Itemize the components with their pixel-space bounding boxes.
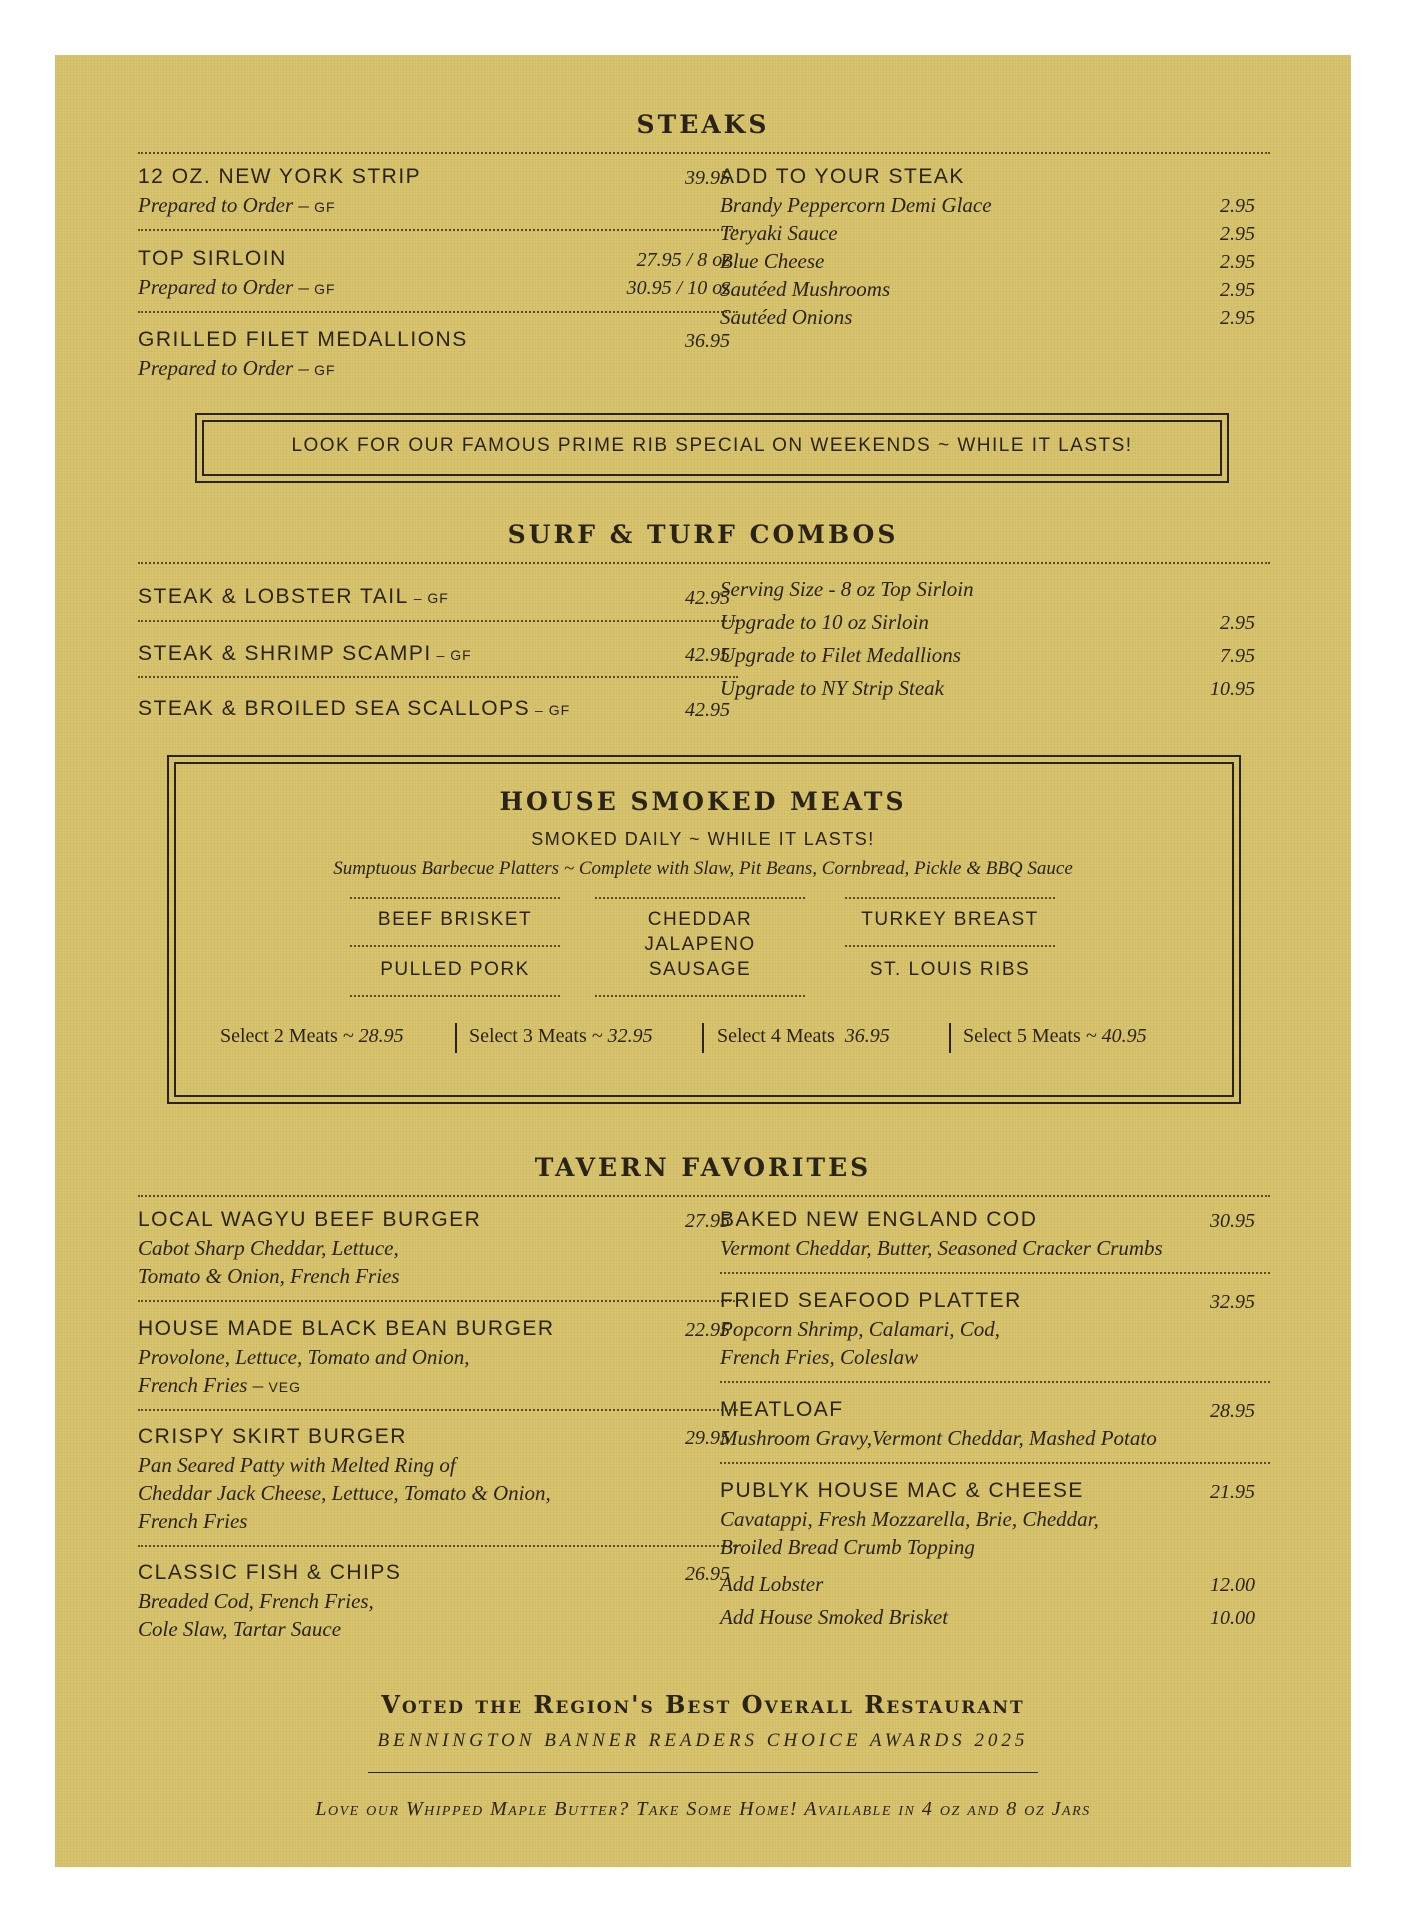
combo-price: 42.95 xyxy=(685,699,730,721)
smoked-subtitle: SMOKED DAILY ~ WHILE IT LASTS! xyxy=(531,829,875,849)
upgrade-name: Upgrade to NY Strip Steak xyxy=(720,676,944,700)
divider xyxy=(138,1300,738,1302)
divider xyxy=(138,1195,1270,1197)
addon-price: 2.95 xyxy=(1220,223,1255,245)
meat-option: TURKEY BREAST xyxy=(861,909,1039,930)
smoked-description: Sumptuous Barbecue Platters ~ Complete with Slaw, Pit Beans, Cornbread, Pickle & BBQ Sauce xyxy=(333,858,1073,879)
divider xyxy=(138,311,738,313)
addon-name: Brandy Peppercorn Demi Glace xyxy=(720,193,992,217)
item-desc: French Fries, Coleslaw xyxy=(720,1345,919,1369)
divider xyxy=(138,229,738,231)
item-price: 28.95 xyxy=(1210,1400,1255,1422)
item-name: 12 OZ. NEW YORK STRIP xyxy=(138,165,422,188)
divider xyxy=(350,945,560,947)
prime-rib-banner xyxy=(195,413,1229,483)
divider xyxy=(845,945,1055,947)
item-desc: Cole Slaw, Tartar Sauce xyxy=(138,1617,342,1641)
item-price: 29.95 xyxy=(685,1427,730,1449)
prime-rib-text: LOOK FOR OUR FAMOUS PRIME RIB SPECIAL ON WEEKENDS ~ WHILE IT LASTS! xyxy=(291,435,1133,456)
addons-title: ADD TO YOUR STEAK xyxy=(720,165,965,188)
item-desc: Provolone, Lettuce, Tomato and Onion, xyxy=(138,1345,470,1369)
separator xyxy=(702,1023,704,1053)
divider xyxy=(720,1462,1270,1464)
upgrade-price: 10.95 xyxy=(1210,678,1255,700)
addon-name: Blue Cheese xyxy=(720,249,825,273)
upgrade-price: 2.95 xyxy=(1220,612,1255,634)
item-price-alt: 30.95 / 10 oz xyxy=(626,277,730,299)
separator xyxy=(949,1023,951,1053)
item-desc: Popcorn Shrimp, Calamari, Cod, xyxy=(720,1317,1001,1341)
section-title-tavern: TAVERN FAVORITES xyxy=(534,1153,872,1182)
addon-price: 2.95 xyxy=(1220,279,1255,301)
item-desc: Broiled Bread Crumb Topping xyxy=(720,1535,975,1559)
divider xyxy=(720,1381,1270,1383)
divider xyxy=(595,897,805,899)
item-desc: Prepared to Order – GF xyxy=(138,356,336,380)
divider xyxy=(138,562,1270,564)
addon-name: Add House Smoked Brisket xyxy=(720,1605,949,1629)
item-name: TOP SIRLOIN xyxy=(138,247,287,270)
combo-name: STEAK & LOBSTER TAIL – GF xyxy=(138,585,449,608)
item-desc: Prepared to Order – GF xyxy=(138,193,336,217)
item-desc: Breaded Cod, French Fries, xyxy=(138,1589,374,1613)
section-title-surf-turf: SURF & TURF COMBOS xyxy=(507,520,899,549)
item-name: FRIED SEAFOOD PLATTER xyxy=(720,1289,1022,1312)
item-desc: Cheddar Jack Cheese, Lettuce, Tomato & Onion, xyxy=(138,1481,551,1505)
item-price: 22.95 xyxy=(685,1319,730,1341)
divider xyxy=(138,1545,738,1547)
divider xyxy=(350,897,560,899)
addon-price: 2.95 xyxy=(1220,307,1255,329)
item-desc: Cabot Sharp Cheddar, Lettuce, xyxy=(138,1236,399,1260)
item-desc: French Fries xyxy=(138,1509,248,1533)
divider xyxy=(595,995,805,997)
meat-option: PULLED PORK xyxy=(380,959,530,980)
select-option: Select 2 Meats ~ 28.95 xyxy=(220,1025,404,1047)
item-name: HOUSE MADE BLACK BEAN BURGER xyxy=(138,1317,555,1340)
item-desc: Tomato & Onion, French Fries xyxy=(138,1264,400,1288)
item-price: 26.95 xyxy=(685,1563,730,1585)
divider xyxy=(138,620,738,622)
addon-price: 12.00 xyxy=(1210,1574,1255,1596)
item-price: 30.95 xyxy=(1210,1210,1255,1232)
upgrade-name: Upgrade to Filet Medallions xyxy=(720,643,961,667)
item-name: CLASSIC FISH & CHIPS xyxy=(138,1561,402,1584)
item-desc: Mushroom Gravy,Vermont Cheddar, Mashed Potato xyxy=(720,1426,1157,1450)
menu-page xyxy=(55,55,1351,1867)
serving-size: Serving Size - 8 oz Top Sirloin xyxy=(720,577,974,601)
addon-name: Add Lobster xyxy=(720,1572,824,1596)
divider xyxy=(138,152,1270,154)
select-option: Select 4 Meats 36.95 xyxy=(717,1025,890,1047)
separator xyxy=(455,1023,457,1053)
select-option: Select 5 Meats ~ 40.95 xyxy=(963,1025,1147,1047)
addon-price: 10.00 xyxy=(1210,1607,1255,1629)
award-headline: Voted the Region's Best Overall Restaurant xyxy=(381,1690,1025,1719)
item-price: 39.95 xyxy=(685,167,730,189)
maple-butter-note: Love our Whipped Maple Butter? Take Some Home! Available in 4 oz and 8 oz Jars xyxy=(315,1798,1091,1820)
addon-name: Teryaki Sauce xyxy=(720,221,838,245)
award-source: BENNINGTON BANNER READERS CHOICE AWARDS 2025 xyxy=(377,1730,1029,1751)
item-price: 27.95 / 8 oz xyxy=(636,249,730,271)
meat-option: BEEF BRISKET xyxy=(377,909,533,930)
item-price: 36.95 xyxy=(685,330,730,352)
item-desc: Prepared to Order – GF xyxy=(138,275,336,299)
item-price: 21.95 xyxy=(1210,1481,1255,1503)
section-title-smoked: HOUSE SMOKED MEATS xyxy=(499,787,907,816)
item-price: 27.95 xyxy=(685,1210,730,1232)
addon-price: 2.95 xyxy=(1220,251,1255,273)
upgrade-price: 7.95 xyxy=(1220,645,1255,667)
divider xyxy=(138,1409,738,1411)
section-title-steaks: STEAKS xyxy=(636,110,770,139)
item-name: PUBLYK HOUSE MAC & CHEESE xyxy=(720,1479,1084,1502)
divider xyxy=(720,1272,1270,1274)
item-name: MEATLOAF xyxy=(720,1398,844,1421)
select-option: Select 3 Meats ~ 32.95 xyxy=(469,1025,653,1047)
item-desc: Cavatappi, Fresh Mozzarella, Brie, Cheddar, xyxy=(720,1507,1099,1531)
item-desc: French Fries – VEG xyxy=(138,1373,302,1397)
meat-option: ST. LOUIS RIBS xyxy=(869,959,1031,980)
meat-option: CHEDDAR JALAPENO SAUSAGE xyxy=(644,909,756,980)
divider xyxy=(350,995,560,997)
footer-rule xyxy=(368,1772,1038,1773)
item-price: 32.95 xyxy=(1210,1291,1255,1313)
item-name: CRISPY SKIRT BURGER xyxy=(138,1425,407,1448)
divider xyxy=(845,897,1055,899)
divider xyxy=(138,676,738,678)
combo-price: 42.95 xyxy=(685,587,730,609)
item-name: GRILLED FILET MEDALLIONS xyxy=(138,328,468,351)
combo-name: STEAK & SHRIMP SCAMPI – GF xyxy=(138,642,472,665)
item-desc: Pan Seared Patty with Melted Ring of xyxy=(138,1453,456,1477)
addon-name: Sautéed Mushrooms xyxy=(720,277,891,301)
item-desc: Vermont Cheddar, Butter, Seasoned Cracker Crumbs xyxy=(720,1236,1163,1260)
addon-price: 2.95 xyxy=(1220,195,1255,217)
upgrade-name: Upgrade to 10 oz Sirloin xyxy=(720,610,929,634)
item-name: LOCAL WAGYU BEEF BURGER xyxy=(138,1208,482,1231)
item-name: BAKED NEW ENGLAND COD xyxy=(720,1208,1038,1231)
combo-price: 42.95 xyxy=(685,644,730,666)
combo-name: STEAK & BROILED SEA SCALLOPS – GF xyxy=(138,697,571,720)
addon-name: Sautéed Onions xyxy=(720,305,853,329)
